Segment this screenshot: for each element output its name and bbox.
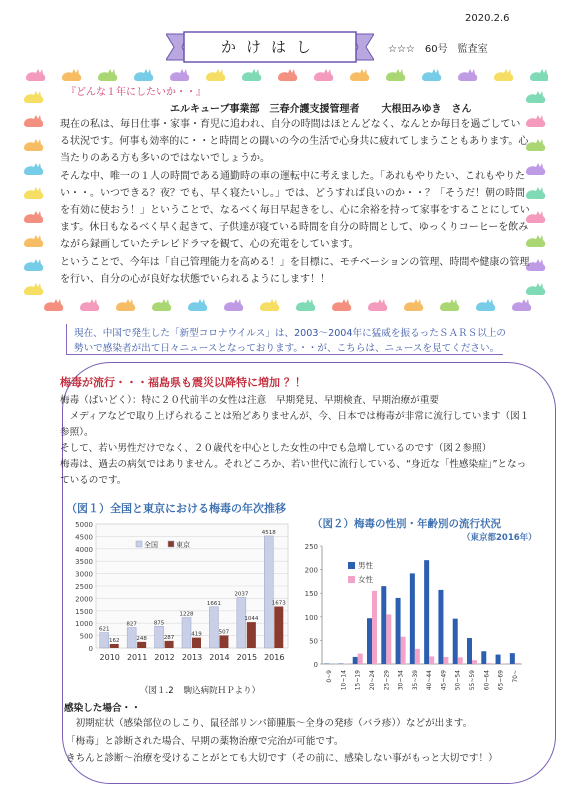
cat-icon bbox=[116, 299, 135, 311]
section2-heading: 梅毒が流行・・・福島県も震災以降特に増加 ？！ bbox=[60, 376, 306, 389]
cat-shape bbox=[242, 69, 261, 81]
cat-shape bbox=[62, 69, 81, 81]
cat-icon bbox=[24, 115, 43, 127]
chart2-bar bbox=[401, 637, 406, 664]
chart1-x-tick-label: 2010 bbox=[99, 653, 120, 662]
cat-shape bbox=[332, 299, 351, 311]
chart1-bar bbox=[192, 638, 201, 648]
chart1-y-tick-label: 2500 bbox=[75, 583, 93, 591]
cat-shape bbox=[368, 299, 387, 311]
cat-icon bbox=[134, 69, 153, 81]
chart2-y-tick-label: 100 bbox=[304, 613, 318, 622]
cat-icon bbox=[80, 299, 99, 311]
chart1-data-label: 1228 bbox=[179, 611, 194, 618]
cat-icon bbox=[530, 69, 548, 81]
chart2-legend-swatch bbox=[348, 576, 355, 583]
cat-icon bbox=[296, 299, 315, 311]
cat-shape bbox=[134, 69, 153, 81]
cat-shape bbox=[224, 299, 243, 311]
chart1-data-label: 419 bbox=[191, 631, 202, 638]
chart2-x-tick-label: 70~ bbox=[511, 670, 519, 683]
chart1-y-tick-label: 500 bbox=[79, 632, 93, 641]
cat-shape bbox=[170, 69, 189, 81]
author-organization: エルキューブ事業部 三春介護支援管理者 bbox=[170, 104, 360, 115]
chart1-data-label: 2037 bbox=[234, 591, 249, 598]
chart2-bar bbox=[386, 614, 391, 664]
chart1-x-tick-label: 2016 bbox=[264, 653, 285, 662]
chart2-y-tick-label: 50 bbox=[309, 637, 318, 646]
cat-shape bbox=[458, 69, 477, 81]
chart1-data-label: 507 bbox=[218, 629, 230, 636]
chart1-bar bbox=[100, 633, 109, 648]
chart1-bar bbox=[274, 607, 283, 648]
chart2-subtitle: （東京都2016年） bbox=[462, 533, 537, 543]
cat-shape bbox=[24, 115, 43, 127]
cat-shape bbox=[24, 235, 43, 247]
chart2-bar bbox=[410, 573, 415, 664]
cat-icon bbox=[224, 299, 243, 311]
cat-icon bbox=[404, 299, 423, 311]
cat-shape bbox=[350, 69, 369, 81]
cat-icon bbox=[386, 69, 405, 81]
cat-shape bbox=[512, 299, 531, 311]
cat-icon bbox=[350, 69, 369, 81]
section3-heading: 感染した場合・・ bbox=[64, 703, 141, 714]
cat-icon bbox=[24, 91, 43, 103]
cat-icon bbox=[368, 299, 387, 311]
chart2-title: （図２）梅毒の性別・年齢別の流行状況 bbox=[312, 518, 501, 530]
chart2-bar bbox=[372, 591, 377, 664]
chart1-bar bbox=[209, 607, 218, 648]
cat-icon bbox=[314, 69, 333, 81]
cat-icon bbox=[332, 299, 351, 311]
chart2-bar bbox=[453, 619, 458, 664]
chart2-bar bbox=[429, 656, 434, 664]
chart2-legend-label: 男性 bbox=[358, 561, 373, 570]
cat-icon bbox=[24, 211, 43, 223]
cat-icon bbox=[44, 299, 63, 311]
chart1-bar bbox=[219, 635, 228, 648]
chart1-legend-label: 東京 bbox=[176, 541, 190, 549]
cat-icon bbox=[242, 69, 261, 81]
chart2-bar bbox=[515, 663, 520, 664]
cat-shape bbox=[24, 139, 43, 151]
cat-shape bbox=[24, 163, 43, 175]
chart2-bar bbox=[424, 560, 429, 664]
section2-paragraph: 梅毒は、過去の病気ではありません。それどころか、若い世代に流行している、“身近な「性感染症」”となっているのです。 bbox=[60, 459, 527, 486]
issue-date: 2020.2.6 bbox=[465, 13, 510, 24]
caption-figures: （図１.2 bbox=[140, 686, 174, 696]
chart2-legend-label: 女性 bbox=[358, 575, 373, 584]
cat-shape bbox=[206, 69, 225, 81]
cat-shape bbox=[24, 283, 43, 295]
chart1-bar bbox=[155, 626, 164, 648]
cat-shape bbox=[386, 69, 405, 81]
department-name: 監査室 bbox=[457, 44, 488, 55]
chart2-legend-swatch bbox=[348, 562, 355, 569]
chart1-y-tick-label: 3500 bbox=[75, 558, 93, 567]
chart2-bar bbox=[496, 655, 501, 664]
chart1-x-tick-label: 2012 bbox=[154, 653, 175, 662]
chart2-x-tick-label: 45~49 bbox=[440, 670, 448, 691]
chart2-bar bbox=[353, 657, 358, 664]
chart1-x-tick-label: 2013 bbox=[181, 653, 203, 662]
chart1-bar bbox=[165, 641, 174, 648]
chart2-bar bbox=[472, 660, 477, 664]
chart2-x-tick-label: 50~54 bbox=[454, 670, 462, 691]
chart2-bar bbox=[396, 598, 401, 664]
chart2-x-tick-label: 10~14 bbox=[340, 670, 348, 691]
section2-paragraph: メディアなどで取り上げられることは殆どありませんが、今、日本では梅毒が非常に流行しています（図１参照）。 bbox=[60, 411, 530, 438]
cat-icon bbox=[170, 69, 189, 81]
cat-shape bbox=[98, 69, 117, 81]
cat-icon bbox=[24, 187, 43, 199]
cat-shape bbox=[24, 187, 43, 199]
chart2-x-tick-label: 60~64 bbox=[483, 670, 491, 691]
cat-shape bbox=[152, 299, 171, 311]
figure-caption bbox=[140, 684, 260, 696]
cat-shape bbox=[296, 299, 315, 311]
cat-shape bbox=[494, 69, 513, 81]
chart1-bar bbox=[110, 644, 119, 648]
chart2-bar bbox=[458, 657, 463, 664]
chart1-data-label: 621 bbox=[98, 626, 110, 633]
chart1-data-label: 287 bbox=[163, 634, 175, 641]
chart2-x-tick-label: 65~69 bbox=[497, 670, 505, 691]
cat-icon bbox=[526, 91, 545, 103]
chart1-y-tick-label: 0 bbox=[88, 645, 93, 653]
cat-icon bbox=[24, 283, 43, 295]
chart1-y-tick-label: 4500 bbox=[75, 533, 93, 542]
chart1-data-label: 4518 bbox=[261, 529, 276, 536]
chart1-bar bbox=[182, 618, 191, 648]
cat-shape bbox=[530, 69, 548, 81]
cat-icon bbox=[24, 235, 43, 247]
chart2-x-tick-label: 55~59 bbox=[469, 670, 476, 691]
chart1-y-tick-label: 1500 bbox=[75, 607, 93, 616]
author-name: 大根田みゆき さん bbox=[381, 104, 472, 115]
chart2-y-tick-label: 250 bbox=[304, 543, 318, 551]
cat-icon bbox=[98, 69, 117, 81]
chart1-y-tick-label: 2000 bbox=[75, 595, 93, 604]
issue-info bbox=[388, 40, 498, 55]
cat-shape bbox=[440, 299, 459, 311]
cat-icon bbox=[24, 259, 43, 271]
chart2-bar bbox=[381, 586, 386, 664]
cat-shape bbox=[24, 211, 43, 223]
cat-icon bbox=[206, 69, 225, 81]
chart1-legend-swatch bbox=[168, 541, 174, 547]
chart2-bar bbox=[486, 663, 491, 664]
cat-shape bbox=[24, 91, 43, 103]
cat-shape bbox=[260, 299, 279, 311]
chart1-y-tick-label: 3000 bbox=[75, 570, 93, 579]
section1-heading: 『どんな１年にしたいか・・』 bbox=[66, 87, 206, 98]
section1-body bbox=[60, 116, 530, 288]
newsletter-title: かけはし bbox=[220, 38, 321, 56]
section3-paragraph: 「梅毒」と診断された場合、早期の薬物治療で完治が可能です。 bbox=[66, 735, 344, 747]
chart2-bar bbox=[510, 653, 515, 664]
cat-shape bbox=[404, 299, 423, 311]
chart1-data-label: 248 bbox=[136, 635, 147, 642]
chart1-annual-trend bbox=[62, 518, 296, 674]
cat-shape bbox=[314, 69, 333, 81]
chart1-bar bbox=[137, 642, 146, 648]
cat-icon bbox=[422, 69, 441, 81]
section1-paragraph: そんな中、唯一の１人の時間である通勤時の車の運転中に考えました。「あれもやりたい、これもやりたい・・。いつできる？夜？でも、早く寝たいし。」では、どうすれば良いのか・・？「そうだ！朝の時間を有効に使おう！」ということで、なるべく毎日早起きをし、心に余裕を持って家事をすることにしています。休日もなるべく早く起きて、子供達が寝ている時間を自分の時間として、ゆっくりコーヒーを飲みながら録画していたテレビドラマを観て、心の充電をしています。 bbox=[60, 170, 530, 251]
caption-source: 駒込病院ＨＰより） bbox=[183, 686, 261, 696]
cat-shape bbox=[422, 69, 441, 81]
section1-paragraph: ということで、今年は「自己管理能力を高める！」を目標に、モチベーションの管理、時間や健康の管理を行い、自分の心が良好な状態でいられるようにします！！ bbox=[60, 256, 530, 285]
chart1-y-tick-label: 4000 bbox=[75, 545, 93, 554]
cat-icon bbox=[152, 299, 171, 311]
cat-icon bbox=[62, 69, 81, 81]
chart1-x-tick-label: 2011 bbox=[126, 653, 148, 662]
chart2-x-tick-label: 25~29 bbox=[383, 670, 391, 691]
cat-icon bbox=[458, 69, 477, 81]
chart2-y-tick-label: 0 bbox=[313, 661, 318, 669]
cat-shape bbox=[44, 299, 63, 311]
chart1-data-label: 827 bbox=[126, 621, 137, 628]
cat-icon bbox=[476, 299, 495, 311]
cat-icon bbox=[24, 163, 43, 175]
chart1-bar bbox=[247, 622, 256, 648]
chart1-x-tick-label: 2015 bbox=[236, 653, 258, 662]
section3-body bbox=[66, 715, 536, 768]
section3-paragraph: 初期症状（感染部位のしこり、鼠径部リンパ節腫脹～全身の発疹（バラ疹））などが出ます。 bbox=[75, 718, 473, 729]
chart1-data-label: 1661 bbox=[206, 600, 221, 607]
section2-subheading: 梅毒（ばいどく）：特に２０代前半の女性は注意 早期発見、早期検査、早期治療が重要 bbox=[60, 395, 439, 406]
chart2-x-tick-label: 15~19 bbox=[354, 670, 362, 691]
section1-paragraph: 現在の私は、毎日仕事・家事・育児に追われ、自分の時間はほとんどなく、なんとか毎日を過ごしている状況です。何事も効率的に・・と時間との闘いの今の生活で心身共に疲れてしまうこともあります。心当たりのある方も多いのではないでしょうか。 bbox=[60, 119, 529, 165]
cat-icon bbox=[260, 299, 279, 311]
cat-icon bbox=[512, 299, 531, 311]
author-line bbox=[170, 100, 472, 115]
cat-shape bbox=[24, 259, 43, 271]
chart1-x-tick-label: 2014 bbox=[209, 653, 230, 662]
chart2-sex-age bbox=[300, 540, 528, 702]
notice-text: 現在、中国で発生した「新型コロナウイルス」は、2003～2004年に猛威を振るったＳＡＲＳ以上の勢いで感染者が出て日々ニュースとなっております。・・が、こちらは、ニュースを見てください。 bbox=[74, 328, 507, 354]
chart1-bar bbox=[237, 597, 246, 648]
chart2-bar bbox=[367, 618, 372, 664]
chart2-bar bbox=[443, 657, 448, 664]
chart2-x-tick-label: 35~39 bbox=[411, 670, 419, 691]
section2-paragraph: そして、若い男性だけでなく、２０歳代を中心とした女性の中でも急増しているのです（図２参照） bbox=[60, 443, 492, 454]
chart2-bar bbox=[438, 590, 443, 664]
chart1-bar bbox=[127, 627, 136, 648]
chart1-data-label: 162 bbox=[108, 637, 120, 644]
cat-icon bbox=[26, 69, 45, 81]
chart2-bar bbox=[415, 649, 420, 664]
chart1-title: （図１）全国と東京における梅毒の年次推移 bbox=[66, 502, 286, 515]
cat-shape bbox=[80, 299, 99, 311]
chart2-bar bbox=[481, 651, 486, 664]
chart1-y-tick-label: 1000 bbox=[75, 620, 93, 629]
cat-icon bbox=[24, 139, 43, 151]
chart2-bar bbox=[467, 638, 472, 664]
section2-body bbox=[60, 393, 530, 489]
chart2-bar bbox=[358, 654, 363, 664]
chart1-y-tick-label: 5000 bbox=[75, 521, 93, 529]
chart2-y-tick-label: 150 bbox=[304, 590, 318, 599]
issue-number: 60号 bbox=[424, 44, 448, 55]
chart2-y-tick-label: 200 bbox=[304, 566, 318, 575]
cat-shape bbox=[26, 69, 45, 81]
cat-shape bbox=[116, 299, 135, 311]
chart2-x-tick-label: 20~24 bbox=[369, 670, 376, 691]
section3-paragraph: きちんと診断～治療を受けることがとても大切です（その前に、感染しない事がもっと大切です！） bbox=[66, 753, 498, 764]
cat-icon bbox=[440, 299, 459, 311]
chart1-legend-label: 全国 bbox=[144, 541, 158, 549]
chart1-data-label: 1673 bbox=[271, 600, 286, 607]
chart2-x-tick-label: 30~34 bbox=[397, 670, 405, 691]
cat-icon bbox=[278, 69, 297, 81]
cat-icon bbox=[188, 299, 207, 311]
issue-stars: ☆☆☆ bbox=[388, 44, 415, 55]
cat-shape bbox=[278, 69, 297, 81]
chart1-data-label: 1044 bbox=[244, 616, 259, 623]
cat-shape bbox=[188, 299, 207, 311]
cat-shape bbox=[476, 299, 495, 311]
chart2-x-tick-label: 40~44 bbox=[426, 670, 434, 691]
chart1-legend-swatch bbox=[136, 541, 142, 547]
cat-icon bbox=[494, 69, 513, 81]
chart1-data-label: 875 bbox=[153, 620, 165, 627]
chart2-x-tick-label: 0~9 bbox=[326, 670, 334, 683]
chart1-bar bbox=[264, 536, 273, 648]
cat-shape bbox=[526, 91, 545, 103]
